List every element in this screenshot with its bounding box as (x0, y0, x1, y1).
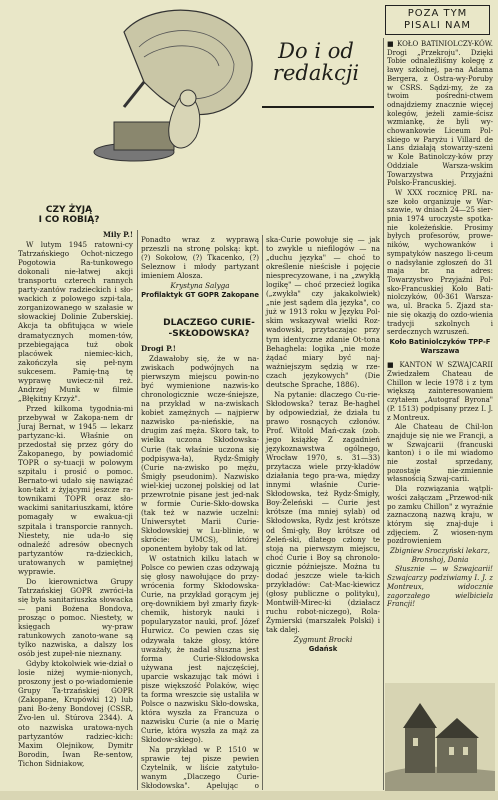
col3-location: Gdańsk (308, 645, 338, 654)
sidebar-signature-1: Koło Batiniolczyków TPP-F Warszawa (389, 337, 491, 355)
sidebar-para-2: W XXX rocznicę PRL na-sze koło organizuje w War-szawie, w dniach 24—25 sier-pnia 1974 uroczyste spotka-nie koleżeńskie. Prosimy byłych profesorów, prowe-ników, wychowanków i sympatyków naszego li-ceum o nadsyłanie zgłoszeń do 31 maja br. na adres: Towarzystwo Przyjaźni Pol-sko-Francuskiej Koło Bati-niolczyków, 00-361 Warsza-wa, ul. Bracka 5. Zjazd sta-nie się okazją do ozdo-wienia tradycji szkolnych i serdecznych wzruszeń. (387, 188, 493, 337)
sidebar-para-4: Ale Chateau de Chil-lon znajduje się nie we Francji, a w Szwajcarii (francuski kanton) i o ile mi wiadomo nie został sprzedany, pozostaje nie-zmiennie własnością Szwaj-carii. (387, 423, 493, 484)
curie-article-continued (266, 235, 380, 655)
sidebar-para-5: Dla rozwiązania wątpli-wości załączam „Przewod-nik po zamku Chillon" z wyraźnie zaznaczoną nazwą kraju, w którym się znaj-duje i zdjęciem. Z wiosen-nym pozdrowieniem (387, 485, 493, 546)
sidebar-para-1: ■ KOŁO BATINIOLCZY-KÓW. Drogi „Przekroju". Dzięki Tobie odnaleźliśmy kolegę z ławy szkolnej, pa-na Adama Bergera, z Ostra-wy-Poruby w CSRS. Sądzi-my, że za twoim pośredni-ctwem odnajdziemy znacznie więcej kolegów, jeżeli zamie-ścisz wzmiankę, że byli wy-chowankowie Liceum Pol-skiego w Paryżu i Villard de Lans działają stowarzy-szeni w Kole Batinolczy-ków przy Oddziale Warsza-wskim Towarzystwa Przyjaźni Polsko-Francuskiej. (387, 40, 493, 188)
sidebar-heading-line1: POZA TYM (407, 8, 468, 19)
middle-top-signature: Krystyna Salyga (170, 281, 230, 291)
column-divider (262, 235, 263, 790)
castle-photo (385, 683, 495, 795)
left-para-1: W lutym 1945 ratowni-cy Tatrzańskiego Ochot-niczego Pogotowia Ra-tunkowego dokonali nie-łatwej akcji transportu czterech rannych party-zantów radzieckich i sło-wackich z polowego szpi-tala, zorganizowanego w szałasie w słowackiej Dolinie Zuberskiej. Akcja ta obfitująca w wiele dramatycznych momen-tów, przebiegająca tuż obok placówek niemiec-kich, zakończyła się peł-nym sukcesem. Pamię-tną tę wyprawę uwiecz-nił reż. Andrzej Munk w filmie „Błękitny Krzyż". (18, 240, 133, 403)
col3-para-2: Na pytanie: dlaczego Cu-rie-Skłodowska? teraz Be-haghel by odpowiedział, że działa tu prawo rosnących członów. Prof. Witold Mań-czak (zob. jego książkę Z zagadnień językoznawstwa ogólnego, Wrocław 1970, s. 31—33) przytacza wiele przy-kładów działania tego pra-wa, między innymi właśnie Curie-Skłodowska, też Rydz-Śmigły, Boy-Żeleński — Curie jest krótsze (ma mniej sylab) od Skłodowska, Rydz jest krótsze od Śmi-gły, Boy krótsze od Żeleń-ski, dlatego człony te stoją na pierwszym miejscu, choć Curie i Boy są chronolo-gicznie późniejsze. Można tu dodać jeszcze wiele ta-kich przykładów: Cat-Mac-kiewicz (głosy publiczne o polityku), Montwiłł-Mirec-ki (działacz ruchu robot-niczego), Rola-Żymierski (marszałek Polski) i tak dalej. (266, 389, 380, 635)
left-para-4: Gdyby ktokolwiek wie-dział o losie niżej wymie-nionych, proszony jest o po-wiadomienie Grupy Ta-trzańskiej GOPR (Zakopane, Krupówki 12) lub pani Bo-żeny Bondovej (CSSR, Zvo-len ul. Stúrova 2344). A oto nazwiska uratowa-nych partyzantów radziec-kich: Maxim Olejnikow, Dymitr Borodin, Iwan Re-sentow, Tichon Sidniakow, (18, 659, 133, 768)
masthead-rule (262, 106, 374, 108)
curie-article-body (141, 344, 259, 800)
sidebar-heading-box (385, 5, 490, 35)
middle-top-affiliation: Profilaktyk GT GOPR Zakopane (141, 291, 259, 300)
curie-article-title (150, 318, 268, 340)
left-title-line1: CZY ŻYJĄ (45, 205, 93, 215)
sidebar-signature-2: Zbigniew Sroczyński lekarz, Bronshoj, Dania (390, 547, 490, 564)
column-masthead (256, 40, 376, 84)
left-title-line2: I CO ROBIĄ? (38, 215, 100, 225)
sidebar-heading-line2: PISALI NAM (403, 20, 471, 31)
curie-para-1: Zdawałoby się, że w na-zwiskach podwójnych na pierwszym miejscu powin-no być wymienione nazwis-ko chronologicznie wcze-śniejsze, na przykład w na-zwiskach kobiet zamężnych — najpierw nazwisko pa-nieńskie, na drugim zaś męża. Skoro tak, to wielka uczona Skłodowska-Curie (tak właśnie uczona się podpisywa-ła), Rydz-Śmigły (Curie na-zwisko po mężu, Śmigły pseudonim). Nazwisko wiel-kiej uczonej polskiej od lat przewrotnie pisane jest jed-nak w formie Curie-Skło-dowska (tak też w nazwie uczelni: Uniwersytet Marii Curie-Skłodowskiej w Lu-blinie, w skrócie: UMCS), której oponentem byłoby tak od lat. (141, 354, 259, 554)
curie-para-2: W ostatnich kilku latach w Polsce co pewien czas odzywają się głosy nawołujące do przy-wrócenia formy Skłodowska-Curie, na przykład gorącym jej orę-downikiem był zmarły fizyk-chemik, historyk nauki i popularyzator nauki, prof. Józef Hurwicz. Co pewien czas się odzywała także głosy, które uważały, że nadal słuszna jest forma Curie-Skłodowska używana jest najczęściej, uparcie wskazując tak mówi i pisze większość Polaków, więc ta forma wreszcie się ustaliła w Polsce o nazwisku Skło-dowska, która wyszła za Francuza o nazwisku Curie (a nie o Marię Curie, która wyszła za mąż za Skłodow-skiego). (141, 554, 259, 745)
left-greeting: Mily P.! (103, 230, 133, 239)
left-para-2: Przed kilkoma tygodnia-mi przebywał w Zakopa-nem dr Juraj Bernat, w 1945 — lekarz partyzanc-ki. Właśnie on przedostał się przez góry do Zakopanego, by powiadomić TOPR o sy-tuacji w polowym szpitalu i prosić o pomoc. Bernato-wi udało się nawiązać kon-takt z żyjącymi jeszcze ra-townikami TOPR oraz sło-wackimi sanitariuszkami, które pomagały w ewakua-cji szpitala i transporcie rannych. Niestety, nie uda-ło się odnaleźć adresów obecnych partyzantów ra-dzieckich, uratowanych w pamiętnej wyprawie. (18, 403, 133, 576)
curie-para-3: Na przykład w P. 1510 w sprawie tej pisze pewien Czytelnik, w liście zatytuło-wanym „Dlaczego Curie-Skłodowska". Apelując o (141, 745, 259, 791)
sidebar-editor-note: Słusznie — w Szwajcarii! Szwajcarzy podziwiamy I. J. z Montreux, widocznie zagorzałego wielbiciela Francji! (387, 565, 493, 609)
page-bottom-edge (0, 791, 498, 800)
col3-signature: Zygmunt Brocki (293, 635, 353, 645)
column-divider (383, 38, 384, 790)
left-article-body (18, 230, 133, 769)
sidebar-para-3: ■ KANTON W SZWAJCARII Zwiedzałem Chateau de Chillon w lecie 1978 i z tym większą zainteresowaniem czytałem „Autograf Byrona" (P. 1513) podpisany przez I. J. z Montreux. (387, 361, 493, 422)
sidebar-letters (387, 40, 493, 610)
curie-title-line2: -SKŁODOWSKA? (168, 329, 250, 339)
curie-greeting: Drogi P.! (141, 344, 176, 353)
left-article-title (30, 205, 108, 225)
masthead-line1: Do i od (278, 39, 354, 63)
masthead-line2: redakcji (272, 61, 360, 85)
middle-top-text (141, 235, 259, 301)
column-divider (137, 230, 138, 790)
gramophone-illustration (84, 2, 254, 170)
left-para-3: Do kierownictwa Grupy Tatrzańskiej GOPR zwróci-ła się była sanitariuszka słowacka — pani Bożena Bondova, prosząc o pomoc. Niestety, w księgach wy-praw ratunkowych zanoto-wane są tylko nazwiska, a dalszy los osób jest zupeł-nie nieznany. (18, 576, 133, 659)
curie-title-line1: DLACZEGO CURIE- (163, 318, 255, 328)
col3-para-1: ska-Curie powołuje się — jak to zwykle u niefilogów — na „duchu języka" — choć to określenie nieścisłe i pojęcie niesprecyzowane, i na „zwykłą logikę" — choć przecież logika („zwykła" czy jakakolwiek) „nie jest sądem dla języka", co już w 1913 roku w Języku Pol-skim wskazywał wielki Roz-wadowski, przytaczając przy tym identyczne zdanie Ot-tona Behaghela: logika „nie może żądać miary być naj-ważniejszym sędzią w rze-czach językowych" (Die deutsche Sprache, 1886). (266, 235, 380, 389)
middle-top-para: Ponadto wraz z wyprawą przeszli na stronę polską: kpt. (?) Sokołow, (?) Tkacenko, (?) Seleznow i młody partyzant imieniem Alosza. (141, 235, 259, 281)
